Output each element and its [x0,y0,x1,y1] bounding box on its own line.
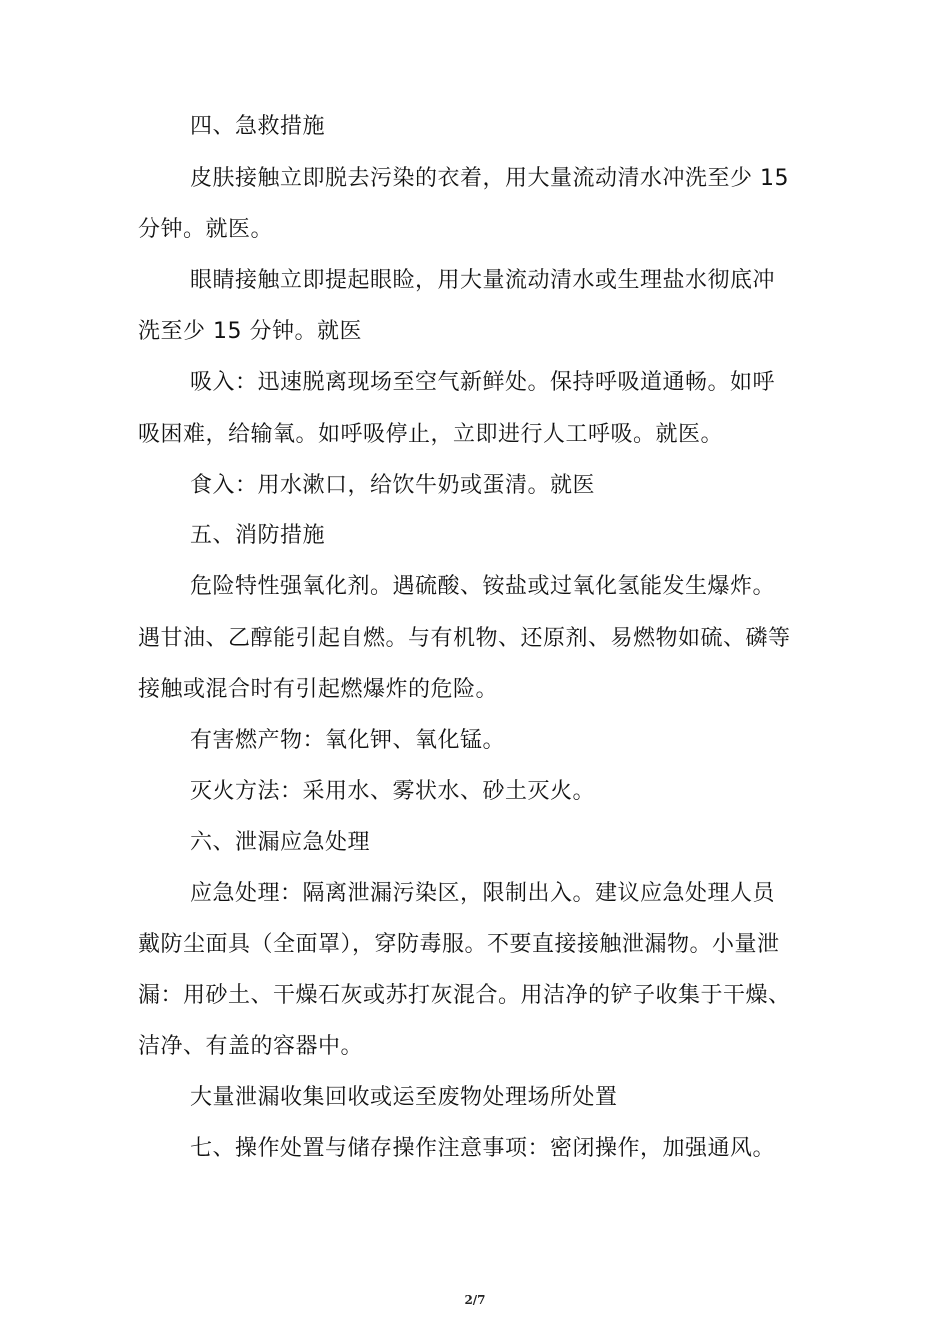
paragraph-large-leak: 大量泄漏收集回收或运至废物处理场所处置 [190,1085,618,1110]
paragraph-emergency-line-2: 戴防尘面具（全面罩），穿防毒服。不要直接接触泄漏物。小量泄 [138,932,780,957]
paragraph-eye-contact-line-2: 洗至少 15 分钟。就医 [138,319,362,344]
page-number: 2/7 [464,1293,486,1307]
paragraph-emergency-line-4: 洁净、有盖的容器中。 [138,1034,364,1059]
section-heading-fire-fighting: 五、消防措施 [190,523,326,548]
paragraph-hazard-line-3: 接触或混合时有引起燃爆炸的危险。 [138,677,499,702]
paragraph-hazard-line-2: 遇甘油、乙醇能引起自燃。与有机物、还原剂、易燃物如硫、磷等 [138,626,791,651]
paragraph-combustion-products: 有害燃产物：氧化钾、氧化锰。 [190,728,506,753]
paragraph-eye-contact-line-1: 眼睛接触立即提起眼睑，用大量流动清水或生理盐水彻底冲 [190,268,776,293]
paragraph-ingestion: 食入：用水漱口，给饮牛奶或蛋清。就医 [190,473,596,498]
paragraph-hazard-line-1: 危险特性强氧化剂。遇硫酸、铵盐或过氧化氢能发生爆炸。 [190,574,776,599]
section-heading-first-aid: 四、急救措施 [190,114,326,139]
paragraph-skin-contact-line-1: 皮肤接触立即脱去污染的衣着，用大量流动清水冲洗至少 15 [190,166,789,191]
paragraph-extinguishing-method: 灭火方法：采用水、雾状水、砂土灭火。 [190,779,596,804]
paragraph-emergency-line-1: 应急处理：隔离泄漏污染区，限制出入。建议应急处理人员 [190,881,776,906]
paragraph-skin-contact-line-2: 分钟。就医。 [138,217,274,242]
section-heading-leak-response: 六、泄漏应急处理 [190,830,371,855]
paragraph-inhalation-line-2: 吸困难，给输氧。如呼吸停止，立即进行人工呼吸。就医。 [138,422,724,447]
section-heading-handling-storage: 七、操作处置与储存操作注意事项：密闭操作，加强通风。 [190,1136,776,1161]
paragraph-inhalation-line-1: 吸入：迅速脱离现场至空气新鲜处。保持呼吸道通畅。如呼 [190,370,776,395]
paragraph-emergency-line-3: 漏：用砂土、干燥石灰或苏打灰混合。用洁净的铲子收集于干燥、 [138,983,791,1008]
